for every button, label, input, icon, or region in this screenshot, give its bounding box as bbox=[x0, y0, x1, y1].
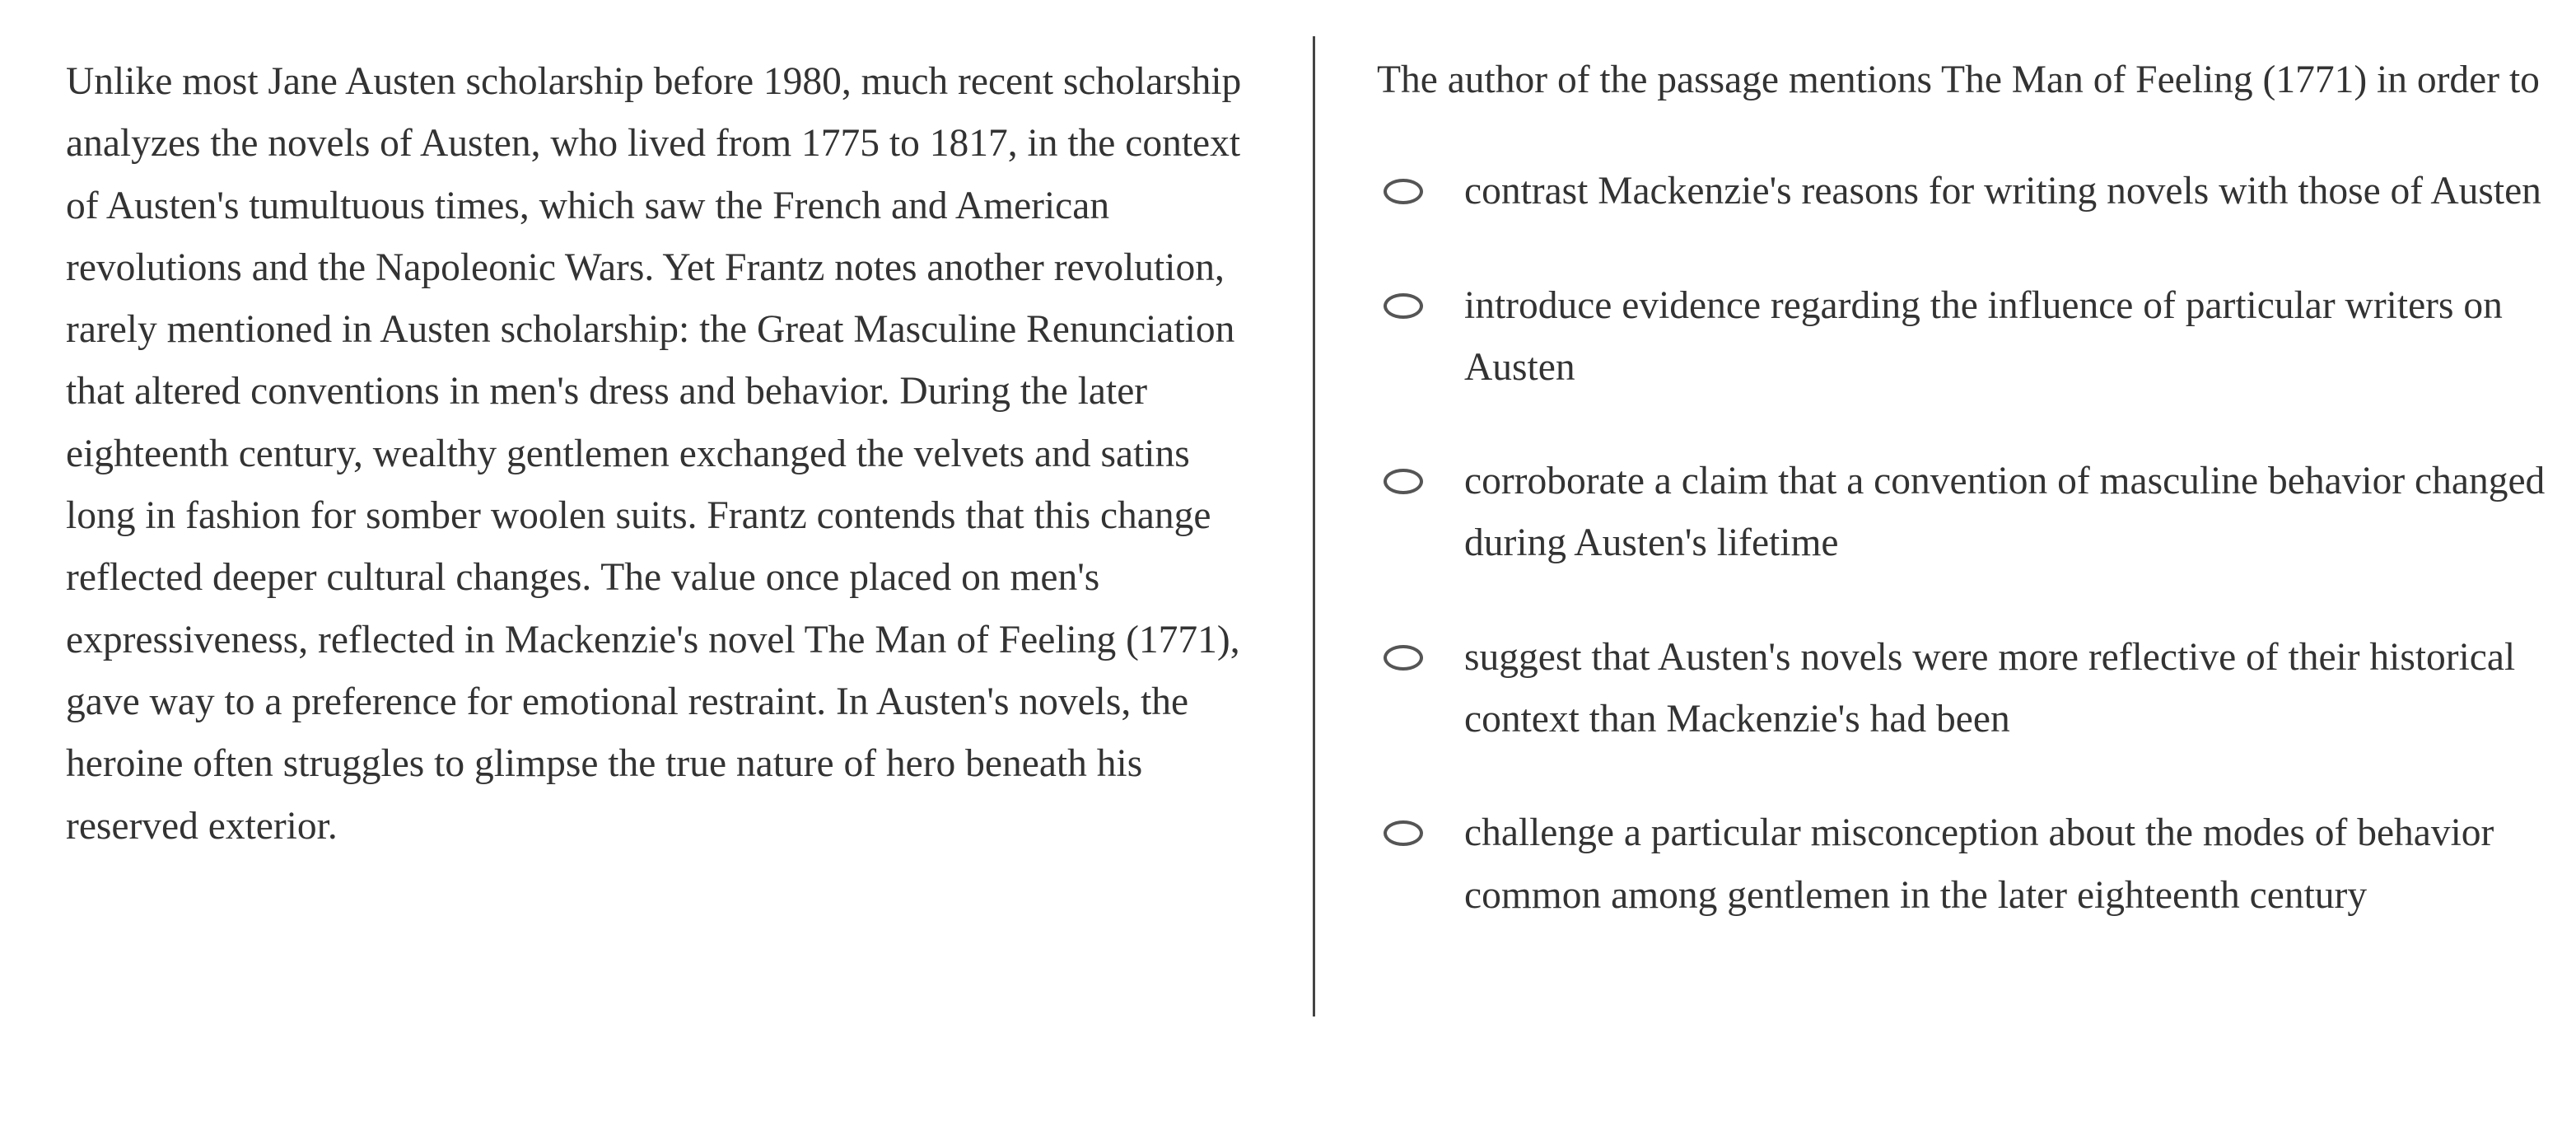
question-stem: The author of the passage mentions The Man of Feeling (1771) in order to bbox=[1377, 58, 2540, 101]
answer-option-label: challenge a particular misconception about the modes of behavior common among gentlemen in the later eighteenth century bbox=[1464, 811, 2494, 917]
answer-option-label: contrast Mackenzie's reasons for writing novels with those of Austen bbox=[1464, 170, 2541, 213]
radio-button-icon[interactable] bbox=[1384, 820, 1423, 846]
answer-option-d[interactable] bbox=[1377, 627, 2563, 751]
answer-option-a[interactable] bbox=[1377, 161, 2563, 222]
answer-options bbox=[1377, 161, 2563, 927]
answer-option-label: corroborate a claim that a convention of masculine behavior changed during Austen's lifetime bbox=[1464, 460, 2546, 565]
question-panel bbox=[1377, 49, 2563, 979]
radio-button-icon[interactable] bbox=[1384, 469, 1423, 494]
radio-button-icon[interactable] bbox=[1384, 179, 1423, 204]
answer-option-label: suggest that Austen's novels were more reflective of their historical context than Mackenzie's had been bbox=[1464, 635, 2516, 741]
answer-option-label: introduce evidence regarding the influence of particular writers on Austen bbox=[1464, 283, 2503, 389]
answer-option-c[interactable] bbox=[1377, 451, 2563, 575]
column-divider bbox=[1313, 36, 1315, 1016]
answer-option-e[interactable] bbox=[1377, 802, 2563, 927]
reading-passage: Unlike most Jane Austen scholarship before 1980, much recent scholarship analyzes the novels of Austen, who lived from 1775 to 1817, in the context of Austen's tumultuous times, which saw the French and American revolutions and the Napoleonic Wars. Yet Frantz notes another revolution, rarely mentioned in Austen scholarship: the Great Masculine Renunciation that altered conventions in men's dress and behavior. During the later eighteenth century, wealthy gentlemen exchanged the velvets and satins long in fashion for somber woolen suits. Frantz contends that this change reflected deeper cultural changes. The value once placed on men's expressiveness, reflected in Mackenzie's novel The Man of Feeling (1771), gave way to a preference for emotional restraint. In Austen's novels, the heroine often struggles to glimpse the true nature of hero beneath his reserved exterior. bbox=[66, 60, 1242, 848]
radio-button-icon[interactable] bbox=[1384, 293, 1423, 319]
answer-option-b[interactable] bbox=[1377, 275, 2563, 400]
radio-button-icon[interactable] bbox=[1384, 645, 1423, 671]
